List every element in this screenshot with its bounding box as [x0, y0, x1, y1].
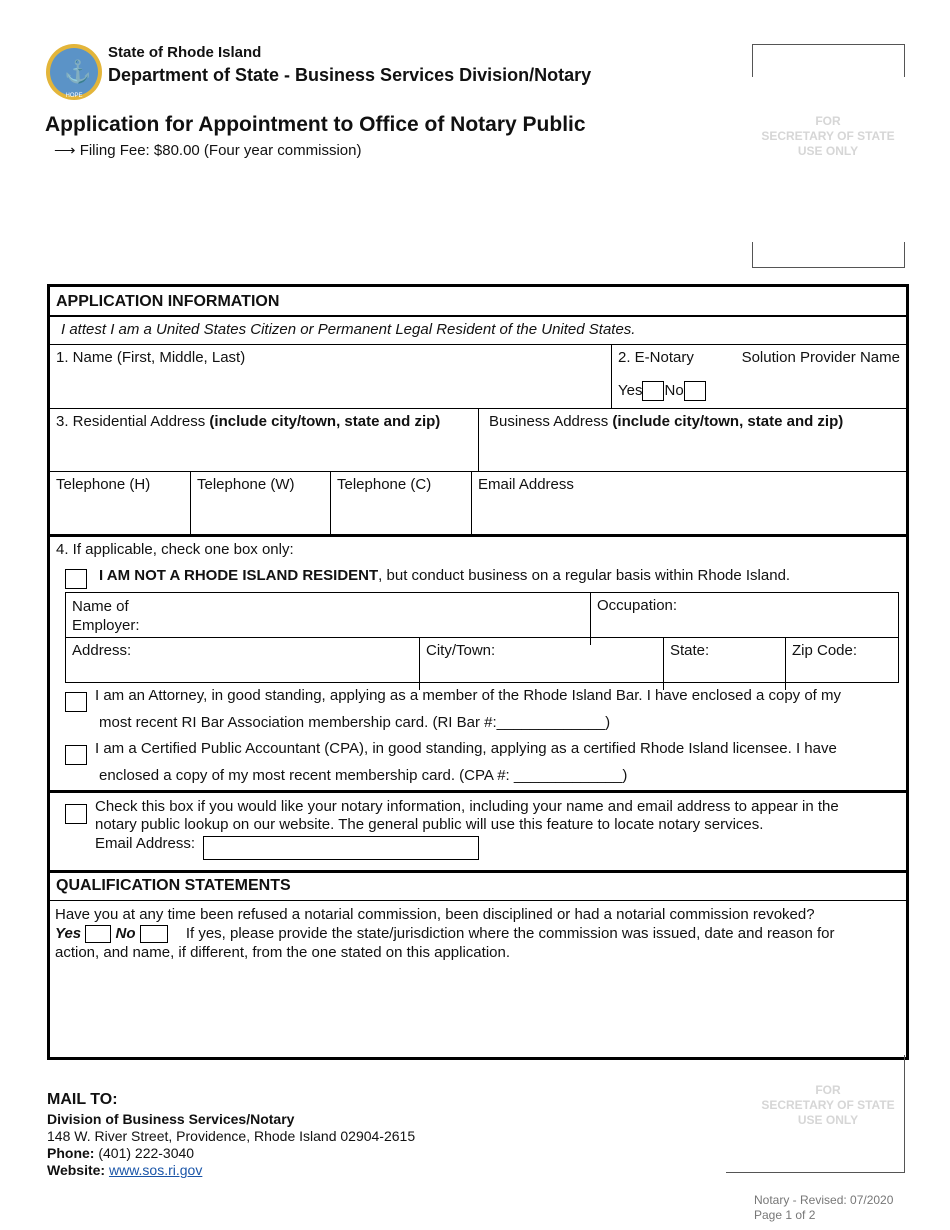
- solution-provider-label: Solution Provider Name: [741, 349, 900, 366]
- sos-bottom-line-1: FOR: [815, 1083, 841, 1097]
- sos-line-1: FOR: [815, 114, 841, 128]
- lookup-email-input[interactable]: [203, 836, 479, 860]
- enotary-yes-checkbox[interactable]: [642, 381, 664, 401]
- sos-use-box-top: [752, 44, 904, 268]
- attest-row: [50, 317, 906, 345]
- enotary-label: 2. E-Notary: [618, 349, 694, 366]
- department-name: Department of State - Business Services Division/Notary: [108, 65, 592, 85]
- qualification-no-checkbox[interactable]: [140, 925, 168, 943]
- cpa-line-1: I am a Certified Public Accountant (CPA), in good standing, applying as a certified Rhode Island licensee. I have: [95, 740, 837, 757]
- qualification-text: [55, 905, 895, 962]
- occupation-field[interactable]: Occupation:: [590, 593, 899, 645]
- employer-city-field[interactable]: City/Town:: [419, 638, 662, 690]
- attest-statement: I attest I am a United States Citizen or Permanent Legal Resident of the United States.: [61, 321, 636, 338]
- mail-to-block: [47, 1091, 415, 1179]
- form-title: Application for Appointment to Office of Notary Public: [45, 113, 586, 136]
- mail-website: Website: www.sos.ri.gov: [47, 1162, 203, 1178]
- business-address-field[interactable]: Business Address (include city/town, state and zip): [478, 409, 906, 471]
- employer-state-field[interactable]: State:: [663, 638, 786, 690]
- attorney-line-1: I am an Attorney, in good standing, applying as a member of the Rhode Island Bar. I have enclosed a copy of my: [95, 687, 842, 704]
- mail-phone: Phone: (401) 222-3040: [47, 1145, 195, 1161]
- non-resident-checkbox[interactable]: [65, 569, 87, 589]
- qualification-question: Have you at any time been refused a notarial commission, been disciplined or had a notarial commission revoked?: [55, 906, 815, 923]
- employer-table: [65, 592, 899, 683]
- lookup-section: [50, 793, 906, 873]
- lookup-line-1: Check this box if you would like your notary information, including your name and email address to appear in the: [95, 798, 839, 815]
- seal-text: HOPE: [65, 93, 83, 99]
- filing-fee-text: Filing Fee: $80.00 (Four year commission): [79, 142, 362, 159]
- lookup-email-label: Email Address:: [95, 835, 196, 852]
- qualification-answer-row: Yes No If yes, please provide the state/jurisdiction where the commission was issued, date and reason for: [55, 925, 835, 942]
- arrow-icon: ⟶: [54, 142, 76, 159]
- mail-division: Division of Business Services/Notary: [47, 1111, 295, 1127]
- enotary-no-checkbox[interactable]: [684, 381, 706, 401]
- non-resident-label: I AM NOT A RHODE ISLAND RESIDENT, but conduct business on a regular basis within Rhode Island.: [99, 567, 791, 584]
- residential-address-field[interactable]: 3. Residential Address (include city/town, state and zip): [56, 413, 441, 430]
- telephone-row: [50, 472, 906, 537]
- employer-address-field[interactable]: Address:: [72, 642, 132, 659]
- address-row: [50, 409, 906, 472]
- cpa-checkbox[interactable]: [65, 745, 87, 765]
- qualification-section: [50, 901, 906, 1057]
- mail-to-heading: MAIL TO:: [47, 1091, 118, 1108]
- qualification-yes-checkbox[interactable]: [85, 925, 111, 943]
- revision-date: Notary - Revised: 07/2020: [754, 1193, 894, 1207]
- page-number: Page 1 of 2: [754, 1208, 816, 1222]
- state-seal-logo: [46, 44, 102, 100]
- telephone-work-field[interactable]: Telephone (W): [190, 472, 331, 534]
- qualification-heading: QUALIFICATION STATEMENTS: [56, 877, 291, 894]
- sos-bottom-line-2: SECRETARY OF STATE: [761, 1098, 895, 1112]
- sos-use-box-bottom: [726, 1055, 905, 1173]
- telephone-home-field[interactable]: Telephone (H): [56, 476, 151, 493]
- name-field[interactable]: 1. Name (First, Middle, Last): [56, 349, 246, 366]
- attorney-line-2: most recent RI Bar Association membership card. (RI Bar #:_____________): [99, 714, 611, 731]
- section-4-intro: 4. If applicable, check one box only:: [56, 541, 294, 558]
- lookup-line-2: notary public lookup on our website. The general public will use this feature to locate notary services.: [95, 816, 764, 833]
- lookup-text: [95, 798, 839, 834]
- employer-zip-field[interactable]: Zip Code:: [785, 638, 898, 690]
- website-link[interactable]: www.sos.ri.gov: [108, 1162, 203, 1178]
- state-name: State of Rhode Island: [108, 44, 262, 61]
- enotary-options: Yes No: [618, 381, 706, 401]
- enotary-field: [611, 345, 906, 408]
- attorney-checkbox[interactable]: [65, 692, 87, 712]
- section-4: [50, 537, 906, 793]
- sos-bottom-line-3: USE ONLY: [797, 1113, 859, 1127]
- sos-line-2: SECRETARY OF STATE: [761, 129, 895, 143]
- employer-name-field[interactable]: Name of Employer:: [72, 598, 140, 634]
- filing-fee: [54, 141, 361, 159]
- application-heading: APPLICATION INFORMATION: [50, 287, 906, 317]
- sos-line-3: USE ONLY: [797, 144, 859, 158]
- anchor-icon: ⚓: [64, 59, 92, 84]
- qualification-followup-2: action, and name, if different, from the one stated on this application.: [55, 944, 511, 962]
- email-address-field[interactable]: Email Address: [471, 472, 906, 534]
- mail-address: 148 W. River Street, Providence, Rhode Island 02904-2615: [47, 1128, 416, 1144]
- application-form: [47, 284, 909, 1060]
- cpa-line-2: enclosed a copy of my most recent membership card. (CPA #: _____________): [99, 767, 628, 784]
- lookup-checkbox[interactable]: [65, 804, 87, 824]
- page-footer: [754, 1193, 893, 1223]
- qualification-heading-row: [50, 873, 906, 901]
- name-row: [50, 345, 906, 409]
- telephone-cell-field[interactable]: Telephone (C): [330, 472, 472, 534]
